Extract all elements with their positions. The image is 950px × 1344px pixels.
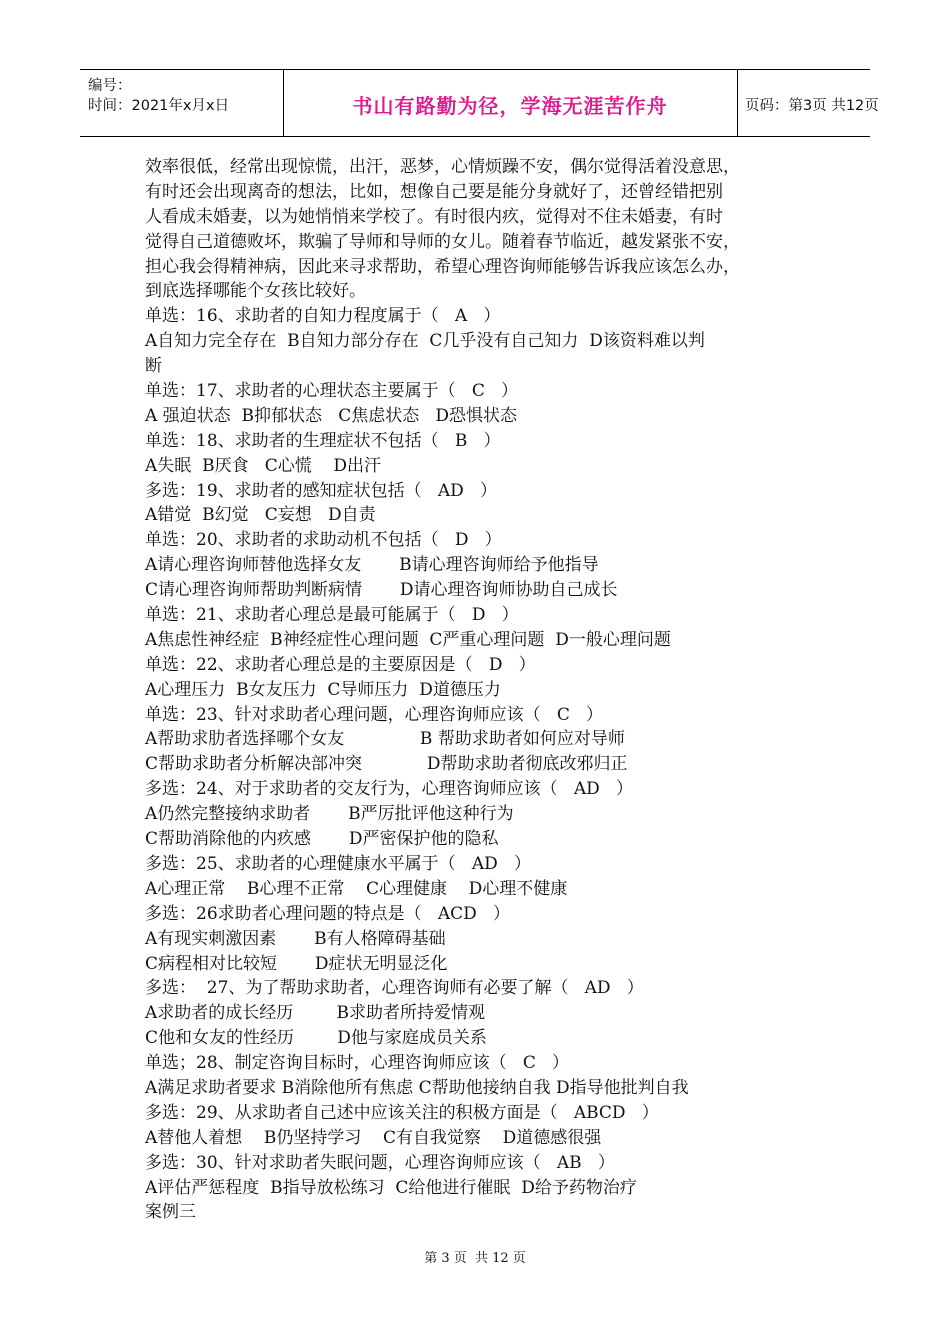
text-line: 多选：26求助者心理问题的特点是（ ACD ） [145, 903, 510, 924]
text-line: A满足求助者要求 B消除他所有焦虑 C帮助他接纳自我 D指导他批判自我 [145, 1077, 689, 1098]
text-line: A有现实刺激因素 B有人格障碍基础 [145, 928, 446, 949]
text-line: C他和女友的性经历 D他与家庭成员关系 [145, 1028, 487, 1049]
page-footer: 第 3 页 共 12 页 [424, 1251, 526, 1266]
document-body [145, 155, 825, 1225]
text-line: 多选： 27、为了帮助求助者，心理咨询师有必要了解（ AD ） [145, 978, 644, 999]
header-page-cell [737, 70, 879, 136]
text-line: 单选：22、求助者心理总是的主要原因是（ D ） [145, 654, 536, 675]
text-line: 案例三 [145, 1202, 196, 1223]
text-line: 多选：19、求助者的感知症状包括（ AD ） [145, 480, 497, 501]
text-line: 觉得自己道德败坏，欺骗了导师和导师的女儿。随着春节临近，越发紧张不安， [145, 231, 740, 252]
text-line: A帮助求肋者选择哪个女友 B 帮助求助者如何应对导师 [145, 729, 625, 750]
text-line: 多选：25、求助者的心理健康水平属于（ AD ） [145, 853, 531, 874]
document-number-label: 编号： [88, 78, 132, 94]
text-line: 单选：18、求助者的生理症状不包括（ B ） [145, 430, 501, 451]
text-line: 人看成未婚妻，以为她悄悄来学校了。有时很内疚，觉得对不住未婚妻，有时 [145, 206, 723, 227]
header-motto: 书山有路勤为径，学海无涯苦作舟 [352, 94, 668, 118]
text-line: 有时还会出现离奇的想法，比如，想像自己要是能分身就好了，还曾经错把别 [145, 181, 723, 202]
text-line: 单选：21、求助者心理总是最可能属于（ D ） [145, 605, 519, 626]
text-line: 多选：24、对于求助者的交友行为，心理咨询师应该（ AD ） [145, 779, 633, 800]
text-line: 担心我会得精神病，因此来寻求帮助，希望心理咨询师能够告诉我应该怎么办， [145, 256, 740, 277]
page-header [80, 69, 879, 137]
text-line: A错觉 B幻觉 C妄想 D自责 [145, 505, 376, 526]
text-line: A评估严惩程度 B指导放松练习 C给他进行催眠 D给予药物治疗 [145, 1177, 637, 1198]
text-line: A替他人着想 B仍坚持学习 C有自我觉察 D道德感很强 [145, 1127, 602, 1148]
text-line: 多选：29、从求助者自己述中应该关注的积极方面是（ ABCD ） [145, 1102, 659, 1123]
text-line: A请心理咨询师替他选择女友 B请心理咨询师给予他指导 [145, 555, 599, 576]
text-line: 单选：23、针对求助者心理问题，心理咨询师应该（ C ） [145, 704, 604, 725]
text-line: 单选；28、制定咨询目标时，心理咨询师应该（ C ） [145, 1053, 570, 1074]
text-line: 单选：20、求助者的求助动机不包括（ D ） [145, 530, 502, 551]
text-line: A焦虑性神经症 B神经症性心理问题 C严重心理问题 D一般心理问题 [145, 629, 671, 650]
text-line: A心理正常 B心理不正常 C心理健康 D心理不健康 [145, 878, 568, 899]
header-motto-cell [283, 70, 738, 136]
text-line: 单选：17、求助者的心理状态主要属于（ C ） [145, 381, 519, 402]
text-line: C帮助消除他的内疚感 D严密保护他的隐私 [145, 829, 499, 850]
text-line: A自知力完全存在 B自知力部分存在 C几乎没有自己知力 D该资料难以判 [145, 331, 705, 352]
text-line: 效率很低，经常出现惊慌，出汗，恶梦，心情烦躁不安，偶尔觉得活着没意思， [145, 157, 740, 177]
text-line: A失眠 B厌食 C心慌 D出汗 [145, 455, 382, 476]
header-page-number: 页码：第3页 共12页 [745, 98, 879, 114]
text-line: 到底选择哪能个女孩比较好。 [145, 281, 366, 302]
text-line: A心理压力 B女友压力 C导师压力 D道德压力 [145, 679, 501, 700]
text-line: 断 [145, 356, 162, 377]
document-date-label: 时间：2021年x月x日 [88, 98, 230, 114]
text-line: A仍然完整接纳求助者 B严厉批评他这种行为 [145, 804, 514, 825]
text-line: C病程相对比较短 D症状无明显泛化 [145, 953, 448, 974]
text-line: 多选：30、针对求助者失眠问题，心理咨询师应该（ AB ） [145, 1152, 615, 1173]
text-line: C请心理咨询师帮助判断病情 D请心理咨询师协助自己成长 [145, 580, 618, 601]
header-meta-cell [80, 70, 284, 136]
text-line: A 强迫状态 B抑郁状态 C焦虑状态 D恐惧状态 [145, 405, 518, 426]
text-line: A求助者的成长经历 B求助者所持爱情观 [145, 1003, 485, 1024]
text-line: C帮助求助者分析解决部冲突 D帮助求助者彻底改邪归正 [145, 754, 628, 775]
text-line: 单选：16、求助者的自知力程度属于（ A ） [145, 306, 501, 327]
